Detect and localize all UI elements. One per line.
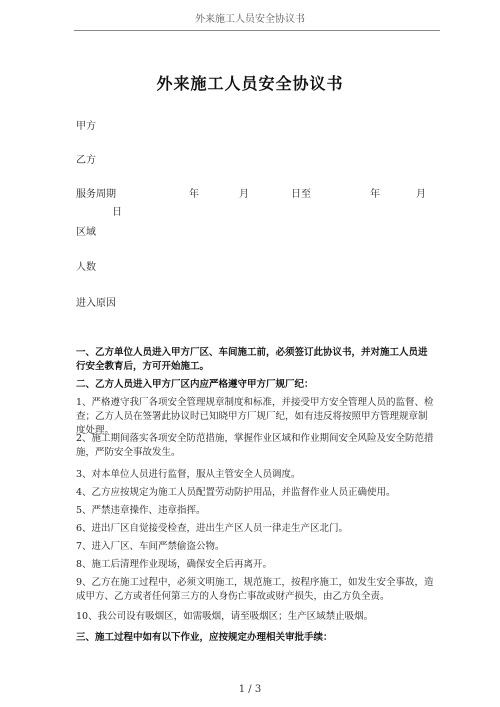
page-number: 1 / 3 xyxy=(238,684,262,695)
clause-2-heading: 二、乙方人员进入甲方厂区内应严格遵守甲方厂规厂纪： xyxy=(76,379,314,390)
running-header: 外来施工人员安全协议书 xyxy=(195,14,305,25)
service-period-row xyxy=(76,185,436,199)
period-day-to: 日至 xyxy=(291,189,311,200)
clause-item-6: 6、进出厂区自觉接受检查，进出生产区人员一律走生产区北门。 xyxy=(76,523,349,534)
clause-item-3: 3、对本单位人员进行监督，服从主管安全人员调度。 xyxy=(76,469,301,480)
clause-item-8: 8、施工后清理作业现场，确保安全后再离开。 xyxy=(76,559,273,570)
clause-item-7: 7、进入厂区、车间严禁偷盗公物。 xyxy=(76,541,225,552)
party-b-field: 乙方 xyxy=(76,155,96,166)
area-field: 区域 xyxy=(76,227,96,238)
period-month-start: 月 xyxy=(239,189,249,200)
period-year-start: 年 xyxy=(189,189,199,200)
clause-item-1: 1、严格遵守我厂各项安全管理规章制度和标准，并接受甲方安全管理人员的监督、检查；乙方人员在签署此协议时已知晓甲方厂规厂纪，如有违反将按照甲方管理规章制度处理。 xyxy=(76,397,434,436)
clause-item-4: 4、乙方应按规定为施工人员配置劳动防护用品，并监督作业人员正确使用。 xyxy=(76,487,396,498)
clause-item-9: 9、乙方在施工过程中，必须文明施工，规范施工，按程序施工，如发生安全事故，造成甲方、乙方或者任何第三方的人身伤亡事故或财产损失，由乙方负全责。 xyxy=(76,577,434,602)
clause-3-heading: 三、施工过程中如有以下作业，应按规定办理相关审批手续： xyxy=(76,632,333,643)
header-divider xyxy=(74,30,440,31)
period-month-end: 月 xyxy=(416,189,426,200)
clause-item-2: 2、施工期间落实各项安全防范措施，掌握作业区域和作业期间安全风险及安全防范措施，严防安全事故发生。 xyxy=(76,433,434,458)
document-title: 外来施工人员安全协议书 xyxy=(156,74,344,93)
entry-reason-field: 进入原因 xyxy=(76,298,116,309)
party-a-field: 甲方 xyxy=(76,121,96,132)
clause-item-5: 5、严禁违章操作、违章指挥。 xyxy=(76,505,206,516)
headcount-field: 人数 xyxy=(76,262,96,273)
clause-item-10: 10、我公司设有吸烟区，如需吸烟，请至吸烟区；生产区域禁止吸烟。 xyxy=(76,611,374,622)
period-year-end: 年 xyxy=(370,189,380,200)
period-day-end: 日 xyxy=(112,207,122,218)
service-period-label: 服务周期 xyxy=(76,189,116,200)
clause-1-heading: 一、乙方单位人员进入甲方厂区、车间施工前，必须签订此协议书，并对施工人员进行安全教育后，方可开始施工。 xyxy=(76,347,428,372)
